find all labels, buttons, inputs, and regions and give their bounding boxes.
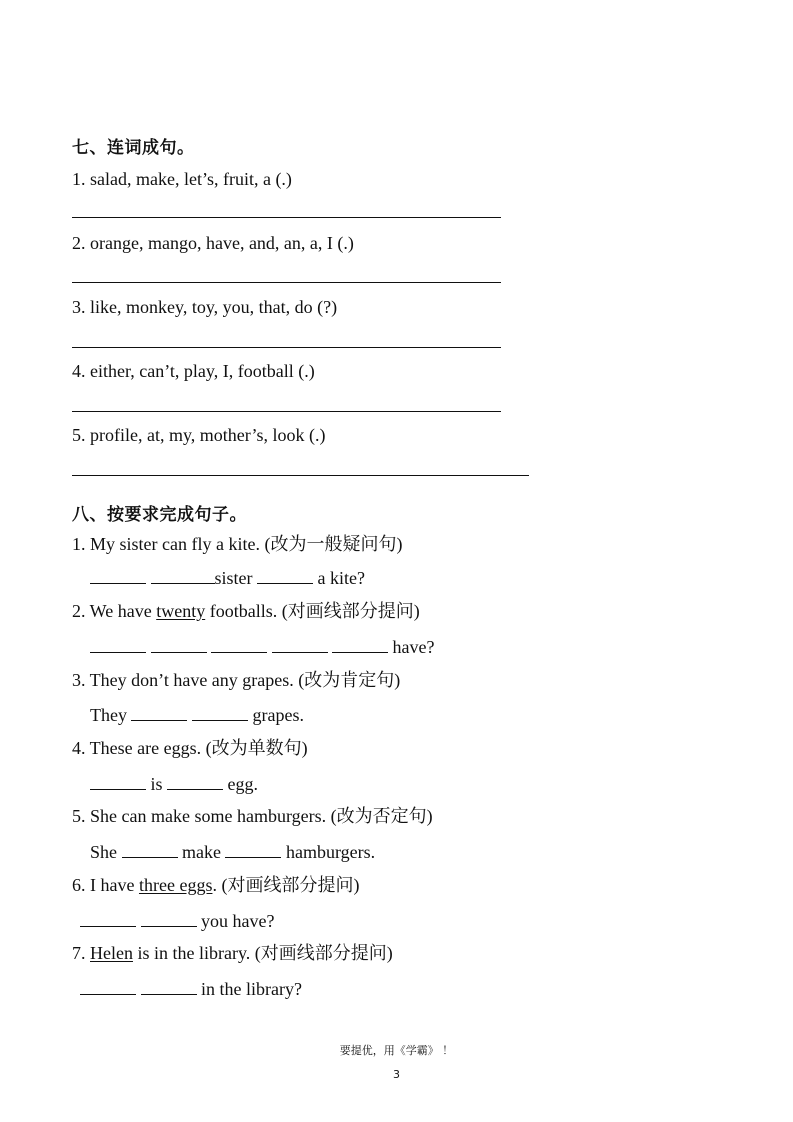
answer-word: She	[90, 842, 117, 862]
blank	[80, 911, 136, 927]
underlined-phrase: Helen	[90, 943, 133, 963]
s7-item-5: 5. profile, at, my, mother’s, look (.)	[72, 425, 326, 445]
blank	[131, 705, 187, 721]
s7-answer-line-2	[72, 282, 501, 283]
page-number: 3	[393, 1068, 400, 1081]
blank	[332, 637, 388, 653]
s7-answer-line-5	[72, 475, 529, 476]
blank	[90, 774, 146, 790]
s8-q6-answer	[80, 910, 274, 932]
footer-slogan: 要提优，用《学霸》 ！	[339, 1044, 454, 1057]
s7-answer-line-3	[72, 347, 501, 348]
s7-item-2: 2. orange, mango, have, and, an, a, I (.)	[72, 233, 354, 253]
s8-q2-answer	[90, 636, 434, 658]
s8-q7: 7. Helen is in the library. (对画线部分提问)	[72, 943, 393, 963]
blank	[151, 568, 215, 584]
s8-q5: 5. She can make some hamburgers. (改为否定句)	[72, 806, 433, 826]
blank	[167, 774, 223, 790]
underlined-phrase: three eggs	[138, 875, 213, 895]
s7-item-4: 4. either, can’t, play, I, football (.)	[72, 361, 315, 381]
blank	[225, 842, 281, 858]
blank	[192, 705, 248, 721]
s8-q2: 2. We have twenty footballs. (对画线部分提问)	[72, 601, 420, 621]
s8-q3: 3. They don’t have any grapes. (改为肯定句)	[72, 670, 401, 690]
s8-q1: 1. My sister can fly a kite. (改为一般疑问句)	[72, 534, 403, 554]
answer-word: hamburgers.	[285, 842, 376, 862]
answer-word: make	[182, 842, 221, 862]
s8-q5-answer	[90, 841, 375, 863]
s8-q6: 6. I have three eggs. (对画线部分提问)	[72, 875, 360, 895]
blank	[257, 568, 313, 584]
blank	[90, 637, 146, 653]
s7-answer-line-4	[72, 411, 501, 412]
section-8-title: 八、按要求完成句子。	[72, 505, 247, 525]
answer-word: in the library?	[201, 979, 302, 999]
answer-word: is	[150, 774, 163, 794]
answer-word: have?	[392, 637, 435, 657]
s8-q4: 4. These are eggs. (改为单数句)	[72, 738, 308, 758]
s8-q7-answer	[80, 978, 302, 1000]
answer-word: They	[90, 705, 127, 725]
blank	[122, 842, 178, 858]
s7-item-3: 3. like, monkey, toy, you, that, do (?)	[72, 297, 338, 317]
answer-word: you have?	[201, 911, 275, 931]
blank	[141, 911, 197, 927]
underlined-phrase: twenty	[156, 601, 206, 621]
blank	[272, 637, 328, 653]
answer-word: sister	[214, 568, 253, 588]
s8-q1-answer	[90, 567, 365, 589]
answer-word: grapes.	[252, 705, 304, 725]
blank	[80, 979, 136, 995]
answer-word: egg.	[227, 774, 259, 794]
s8-q3-answer	[90, 704, 304, 726]
s7-answer-line-1	[72, 217, 501, 218]
blank	[90, 568, 146, 584]
answer-word: a kite?	[317, 568, 365, 588]
s7-item-1: 1. salad, make, let’s, fruit, a (.)	[72, 169, 292, 189]
blank	[211, 637, 267, 653]
section-7-title: 七、连词成句。	[72, 138, 195, 158]
blank	[141, 979, 197, 995]
blank	[151, 637, 207, 653]
s8-q4-answer	[90, 773, 258, 795]
